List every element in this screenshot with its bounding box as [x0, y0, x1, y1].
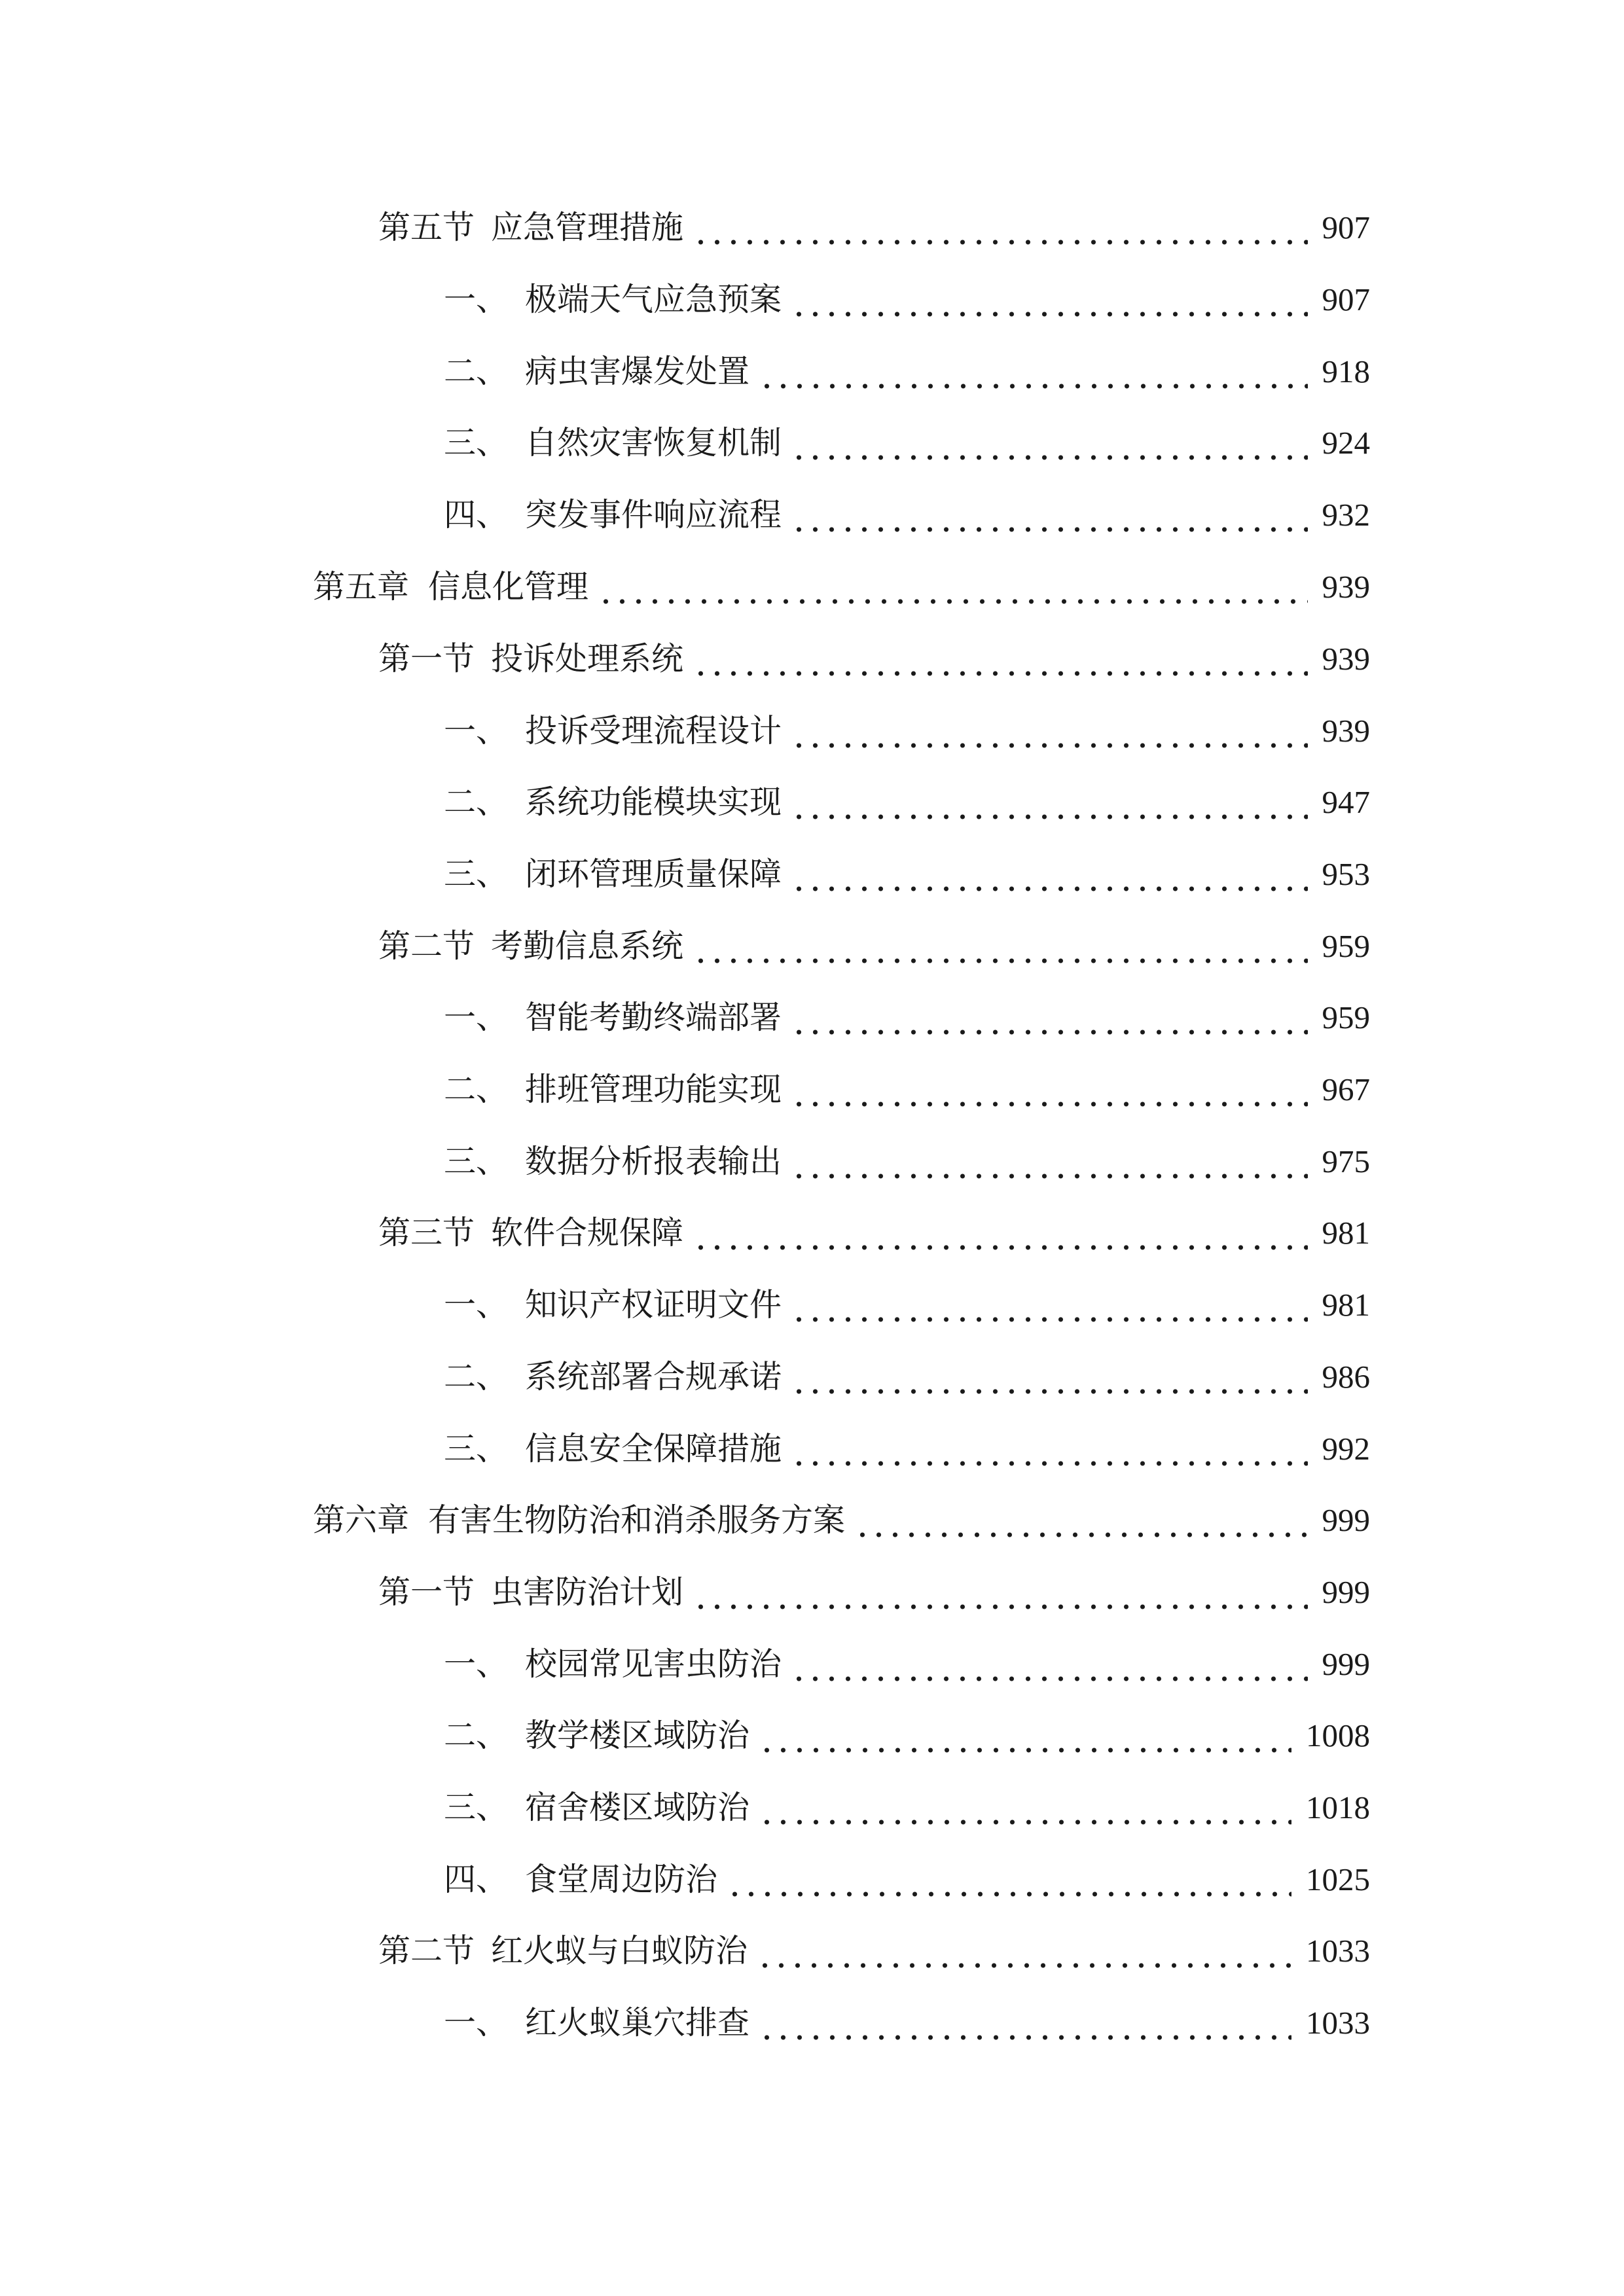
- entry-page-number: 999: [1322, 1502, 1370, 1538]
- dot-leader: [854, 1494, 1307, 1547]
- dot-leader: [791, 274, 1307, 326]
- entry-number: 二、: [444, 1717, 509, 1754]
- entry-number: 二、: [444, 353, 509, 390]
- entry-title: 闭环管理质量保障: [525, 855, 782, 893]
- entry-page-number: 907: [1322, 281, 1370, 317]
- entry-number: 三、: [444, 855, 509, 893]
- entry-title: 信息安全保障措施: [525, 1430, 782, 1467]
- toc-entry[interactable]: [444, 1351, 1370, 1403]
- entry-number: 三、: [444, 1430, 509, 1467]
- entry-title: 数据分析报表输出: [525, 1143, 782, 1180]
- toc-entry[interactable]: [444, 1782, 1370, 1834]
- entry-title: 知识产权证明文件: [525, 1286, 782, 1323]
- entry-number: 三、: [444, 1789, 509, 1826]
- entry-title: 校园常见害虫防治: [525, 1645, 782, 1683]
- toc-entry[interactable]: [444, 992, 1370, 1044]
- toc-entry[interactable]: [444, 1136, 1370, 1188]
- dot-leader: [791, 776, 1307, 829]
- entry-page-number: 959: [1322, 928, 1370, 964]
- dot-leader: [757, 1925, 1291, 1977]
- entry-title: 应急管理措施: [491, 209, 684, 246]
- toc-entry[interactable]: [378, 202, 1370, 254]
- dot-leader: [791, 1279, 1307, 1331]
- entry-page-number: 999: [1322, 1646, 1370, 1682]
- entry-title: 极端天气应急预案: [525, 281, 782, 318]
- toc-entry[interactable]: [378, 1566, 1370, 1619]
- entry-number: 一、: [444, 2004, 509, 2041]
- entry-number: 三、: [444, 424, 509, 461]
- entry-title: 排班管理功能实现: [525, 1071, 782, 1108]
- entry-number: 第六章: [313, 1501, 410, 1539]
- toc-entry[interactable]: [378, 1207, 1370, 1259]
- entry-page-number: 932: [1322, 497, 1370, 533]
- toc-entry[interactable]: [444, 1423, 1370, 1475]
- entry-number: 一、: [444, 1645, 509, 1683]
- entry-title: 考勤信息系统: [491, 927, 684, 965]
- toc-entry[interactable]: [378, 920, 1370, 973]
- entry-page-number: 1025: [1306, 1861, 1370, 1897]
- entry-page-number: 959: [1322, 999, 1370, 1035]
- entry-page-number: 1033: [1306, 2005, 1370, 2041]
- dot-leader: [791, 1064, 1307, 1116]
- toc-entry[interactable]: [378, 633, 1370, 685]
- toc-entry[interactable]: [444, 705, 1370, 757]
- dot-leader: [791, 1136, 1307, 1188]
- entry-title: 系统功能模块实现: [525, 783, 782, 821]
- toc-entry[interactable]: [378, 1925, 1370, 1977]
- entry-number: 二、: [444, 783, 509, 821]
- toc-entry[interactable]: [444, 1997, 1370, 2049]
- entry-page-number: 981: [1322, 1287, 1370, 1323]
- entry-page-number: 924: [1322, 425, 1370, 461]
- entry-page-number: 1018: [1306, 1789, 1370, 1825]
- dot-leader: [693, 1207, 1307, 1259]
- entry-number: 四、: [444, 1861, 509, 1898]
- dot-leader: [759, 1782, 1291, 1834]
- entry-page-number: 975: [1322, 1143, 1370, 1179]
- toc-entry[interactable]: [313, 561, 1370, 613]
- entry-number: 第三节: [378, 1214, 475, 1251]
- entry-page-number: 981: [1322, 1215, 1370, 1251]
- entry-page-number: 1033: [1306, 1933, 1370, 1969]
- entry-title: 投诉受理流程设计: [525, 712, 782, 749]
- entry-title: 红火蚁与白蚁防治: [491, 1932, 748, 1969]
- entry-title: 自然灾害恢复机制: [525, 424, 782, 461]
- entry-page-number: 939: [1322, 713, 1370, 749]
- dot-leader: [693, 202, 1307, 254]
- toc-entry[interactable]: [444, 1854, 1370, 1906]
- entry-title: 突发事件响应流程: [525, 496, 782, 533]
- entry-page-number: 918: [1322, 353, 1370, 389]
- toc-entry[interactable]: [444, 346, 1370, 398]
- entry-number: 第二节: [378, 1932, 475, 1969]
- entry-title: 红火蚁巢穴排查: [525, 2004, 750, 2041]
- dot-leader: [791, 417, 1307, 469]
- dot-leader: [791, 1351, 1307, 1403]
- entry-title: 投诉处理系统: [491, 640, 684, 677]
- entry-page-number: 907: [1322, 209, 1370, 245]
- toc-entry[interactable]: [444, 274, 1370, 326]
- dot-leader: [791, 489, 1307, 541]
- toc-entry[interactable]: [444, 776, 1370, 829]
- entry-number: 第一节: [378, 1573, 475, 1611]
- entry-page-number: 986: [1322, 1359, 1370, 1395]
- entry-number: 一、: [444, 1286, 509, 1323]
- entry-title: 有害生物防治和消杀服务方案: [428, 1501, 846, 1539]
- entry-number: 二、: [444, 1071, 509, 1108]
- entry-page-number: 967: [1322, 1071, 1370, 1107]
- toc-entry[interactable]: [444, 848, 1370, 901]
- dot-leader: [598, 561, 1307, 613]
- entry-title: 教学楼区域防治: [525, 1717, 750, 1754]
- entry-page-number: 1008: [1306, 1717, 1370, 1753]
- entry-title: 宿舍楼区域防治: [525, 1789, 750, 1826]
- entry-title: 系统部署合规承诺: [525, 1358, 782, 1395]
- toc-entry[interactable]: [444, 1064, 1370, 1116]
- entry-title: 信息化管理: [428, 568, 589, 605]
- entry-page-number: 939: [1322, 569, 1370, 605]
- entry-title: 智能考勤终端部署: [525, 999, 782, 1036]
- entry-number: 第五节: [378, 209, 475, 246]
- dot-leader: [791, 848, 1307, 901]
- entry-number: 第二节: [378, 927, 475, 965]
- toc-entry[interactable]: [444, 1638, 1370, 1691]
- entry-title: 软件合规保障: [491, 1214, 684, 1251]
- dot-leader: [693, 633, 1307, 685]
- dot-leader: [791, 1423, 1307, 1475]
- entry-page-number: 992: [1322, 1431, 1370, 1467]
- entry-title: 食堂周边防治: [525, 1861, 718, 1898]
- entry-number: 第五章: [313, 568, 410, 605]
- dot-leader: [693, 920, 1307, 973]
- entry-page-number: 939: [1322, 641, 1370, 677]
- entry-page-number: 947: [1322, 784, 1370, 820]
- dot-leader: [791, 1638, 1307, 1691]
- entry-title: 病虫害爆发处置: [525, 353, 750, 390]
- entry-number: 四、: [444, 496, 509, 533]
- dot-leader: [727, 1854, 1291, 1906]
- entry-number: 一、: [444, 712, 509, 749]
- entry-number: 二、: [444, 1358, 509, 1395]
- toc-entry[interactable]: [444, 489, 1370, 541]
- toc-entry[interactable]: [313, 1494, 1370, 1547]
- dot-leader: [759, 1997, 1291, 2049]
- entry-number: 第一节: [378, 640, 475, 677]
- dot-leader: [693, 1566, 1307, 1619]
- entry-page-number: 953: [1322, 856, 1370, 892]
- entry-title: 虫害防治计划: [491, 1573, 684, 1611]
- dot-leader: [759, 346, 1307, 398]
- entry-number: 三、: [444, 1143, 509, 1180]
- entry-number: 一、: [444, 999, 509, 1036]
- dot-leader: [791, 705, 1307, 757]
- dot-leader: [759, 1710, 1291, 1762]
- toc-entry[interactable]: [444, 1710, 1370, 1762]
- entry-number: 一、: [444, 281, 509, 318]
- toc-entry[interactable]: [444, 1279, 1370, 1331]
- toc-entry[interactable]: [444, 417, 1370, 469]
- dot-leader: [791, 992, 1307, 1044]
- entry-page-number: 999: [1322, 1574, 1370, 1610]
